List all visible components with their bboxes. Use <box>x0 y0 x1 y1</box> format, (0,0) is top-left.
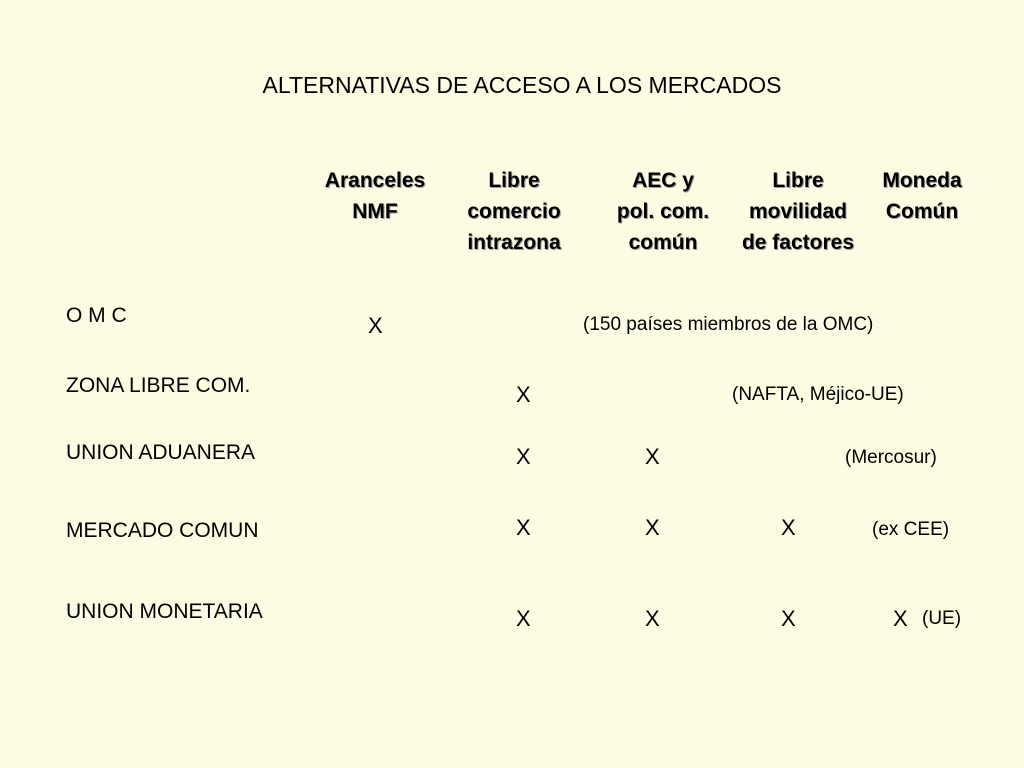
row-note-mercado-comun: (ex CEE) <box>872 519 950 540</box>
mark-union-monetaria-libre-comercio: X <box>516 606 531 631</box>
mark-union-aduanera-aec: X <box>645 444 660 469</box>
row-note-omc: (150 países miembros de la OMC) <box>583 314 874 335</box>
column-header-libre-comercio <box>439 165 589 258</box>
column-header-line: movilidad <box>748 200 848 223</box>
column-header-aec <box>588 165 738 258</box>
mark-mercado-comun-movilidad: X <box>781 515 796 540</box>
column-header-line: Moneda <box>882 169 962 192</box>
column-header-aranceles-nmf <box>300 165 450 227</box>
mark-union-monetaria-movilidad: X <box>781 606 796 631</box>
row-label-mercado-comun: MERCADO COMUN <box>66 519 259 542</box>
mark-zona-libre-comercio: X <box>516 382 531 407</box>
column-header-line: Libre <box>772 169 824 192</box>
column-header-line: común <box>628 231 698 254</box>
column-header-line: Aranceles <box>324 169 426 192</box>
column-header-moneda-comun <box>847 165 997 227</box>
mark-union-monetaria-moneda: X <box>893 606 908 631</box>
column-header-line: de factores <box>741 231 855 254</box>
column-header-line: Libre <box>488 169 540 192</box>
row-note-union-monetaria: (UE) <box>922 608 962 629</box>
row-label-union-monetaria: UNION MONETARIA <box>66 600 263 623</box>
column-header-line: AEC y <box>632 169 694 192</box>
row-note-zona-libre-comercio: (NAFTA, Méjico-UE) <box>732 384 904 405</box>
slide-title: ALTERNATIVAS DE ACCESO A LOS MERCADOS <box>262 72 782 98</box>
mark-omc-aranceles: X <box>368 313 383 338</box>
mark-mercado-comun-libre-comercio: X <box>516 515 531 540</box>
column-header-line: comercio <box>467 200 561 223</box>
row-label-omc: O M C <box>66 304 127 327</box>
column-header-line: intrazona <box>467 231 561 254</box>
mark-union-monetaria-aec: X <box>645 606 660 631</box>
row-label-zona-libre-comercio: ZONA LIBRE COM. <box>66 374 251 397</box>
column-header-line: NMF <box>352 200 398 223</box>
mark-mercado-comun-aec: X <box>645 515 660 540</box>
row-note-union-aduanera: (Mercosur) <box>845 447 937 468</box>
mark-union-aduanera-libre-comercio: X <box>516 444 531 469</box>
column-header-line: pol. com. <box>616 200 710 223</box>
row-label-union-aduanera: UNION ADUANERA <box>66 441 256 464</box>
column-header-line: Común <box>885 200 959 223</box>
